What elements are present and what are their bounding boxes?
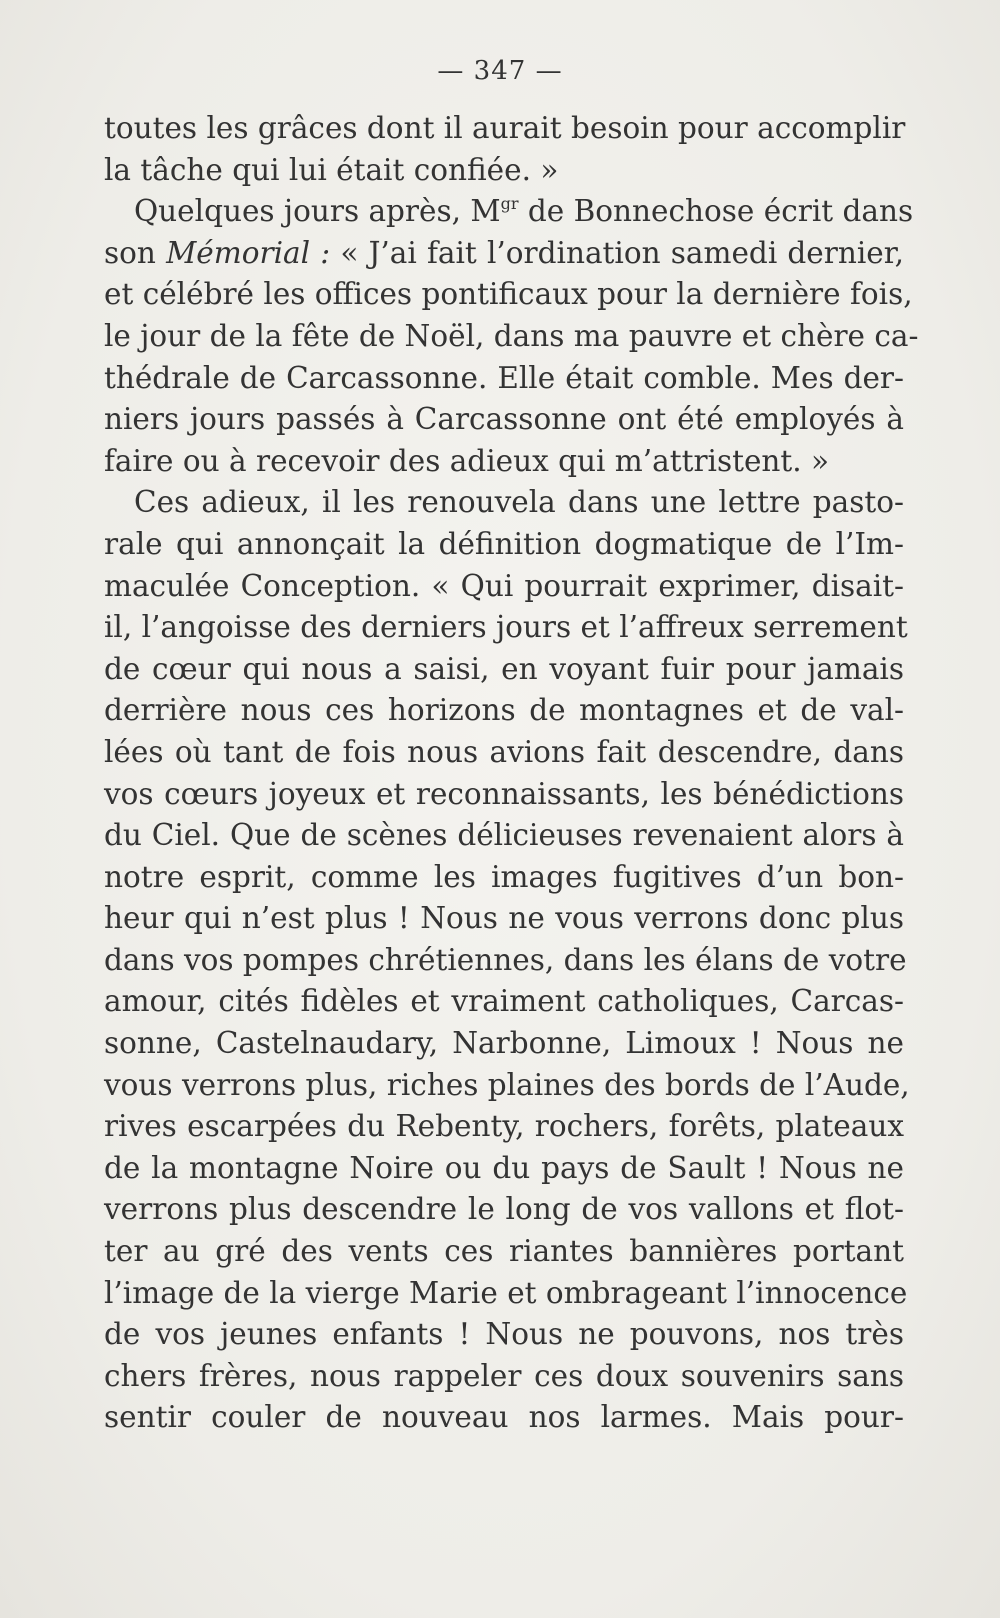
- text-line: du Ciel. Que de scènes délicieuses revenaient alors à: [104, 818, 904, 853]
- text-line: rale qui annonçait la définition dogmatique de l’Im-: [104, 526, 904, 561]
- page-number: — 347 —: [437, 56, 563, 86]
- text-line: de vos jeunes enfants ! Nous ne pouvons, nos très: [104, 1317, 904, 1352]
- text-line: amour, cités fidèles et vraiment catholiques, Carcas-: [104, 984, 904, 1019]
- text-line: chers frères, nous rappeler ces doux souvenirs sans: [104, 1358, 904, 1393]
- text-line: dans vos pompes chrétiennes, dans les élans de votre: [104, 942, 907, 977]
- italic-title: Mémorial :: [166, 235, 331, 270]
- text-line: vos cœurs joyeux et reconnaissants, les bénédictions: [104, 776, 904, 811]
- text-segment: « J’ai fait l’ordination samedi dernier,: [330, 235, 905, 270]
- text-line: de cœur qui nous a saisi, en voyant fuir pour jamais: [104, 651, 904, 686]
- text-line: derrière nous ces horizons de montagnes et de val-: [104, 693, 904, 728]
- text-line: rives escarpées du Rebenty, rochers, forêts, plateaux: [104, 1109, 904, 1144]
- text-line: l’image de la vierge Marie et ombrageant l’innocence: [104, 1275, 908, 1310]
- text-line: ter au gré des vents ces riantes bannières portant: [104, 1234, 904, 1269]
- text-line: [104, 233, 904, 275]
- text-line: verrons plus descendre le long de vos vallons et flot-: [104, 1192, 904, 1227]
- text-line: maculée Conception. « Qui pourrait exprimer, disait-: [104, 568, 904, 603]
- text-line: faire ou à recevoir des adieux qui m’attristent. »: [104, 443, 830, 478]
- text-line: [104, 191, 914, 233]
- text-line: thédrale de Carcassonne. Elle était comble. Mes der-: [104, 360, 904, 395]
- text-line: notre esprit, comme les images fugitives d’un bon-: [104, 859, 904, 894]
- body-text: [104, 108, 919, 1439]
- text-line: il, l’angoisse des derniers jours et l’affreux serrement: [104, 610, 908, 645]
- text-line: niers jours passés à Carcassonne ont été employés à: [104, 402, 904, 437]
- text-line: sonne, Castelnaudary, Narbonne, Limoux ! Nous ne: [104, 1026, 904, 1061]
- text-segment: Quelques jours après, M: [134, 194, 501, 229]
- abbreviation-superscript: gr: [500, 194, 519, 214]
- text-line: la tâche qui lui était confiée. »: [104, 152, 559, 187]
- text-line: sentir couler de nouveau nos larmes. Mais pour-: [104, 1400, 904, 1435]
- text-line: lées où tant de fois nous avions fait descendre, dans: [104, 734, 904, 769]
- text-line: le jour de la fête de Noël, dans ma pauvre et chère ca-: [104, 318, 919, 353]
- text-line: heur qui n’est plus ! Nous ne vous verrons donc plus: [104, 901, 904, 936]
- text-segment: de Bonnechose écrit dans: [518, 194, 914, 229]
- text-line: toutes les grâces dont il aurait besoin pour accomplir: [104, 111, 906, 145]
- text-segment: son: [104, 235, 167, 270]
- text-line: Ces adieux, il les renouvela dans une lettre pasto-: [134, 485, 904, 520]
- text-line: vous verrons plus, riches plaines des bords de l’Aude,: [104, 1067, 910, 1102]
- text-line: et célébré les offices pontificaux pour la dernière fois,: [104, 277, 913, 312]
- text-line: de la montagne Noire ou du pays de Sault ! Nous ne: [104, 1150, 904, 1185]
